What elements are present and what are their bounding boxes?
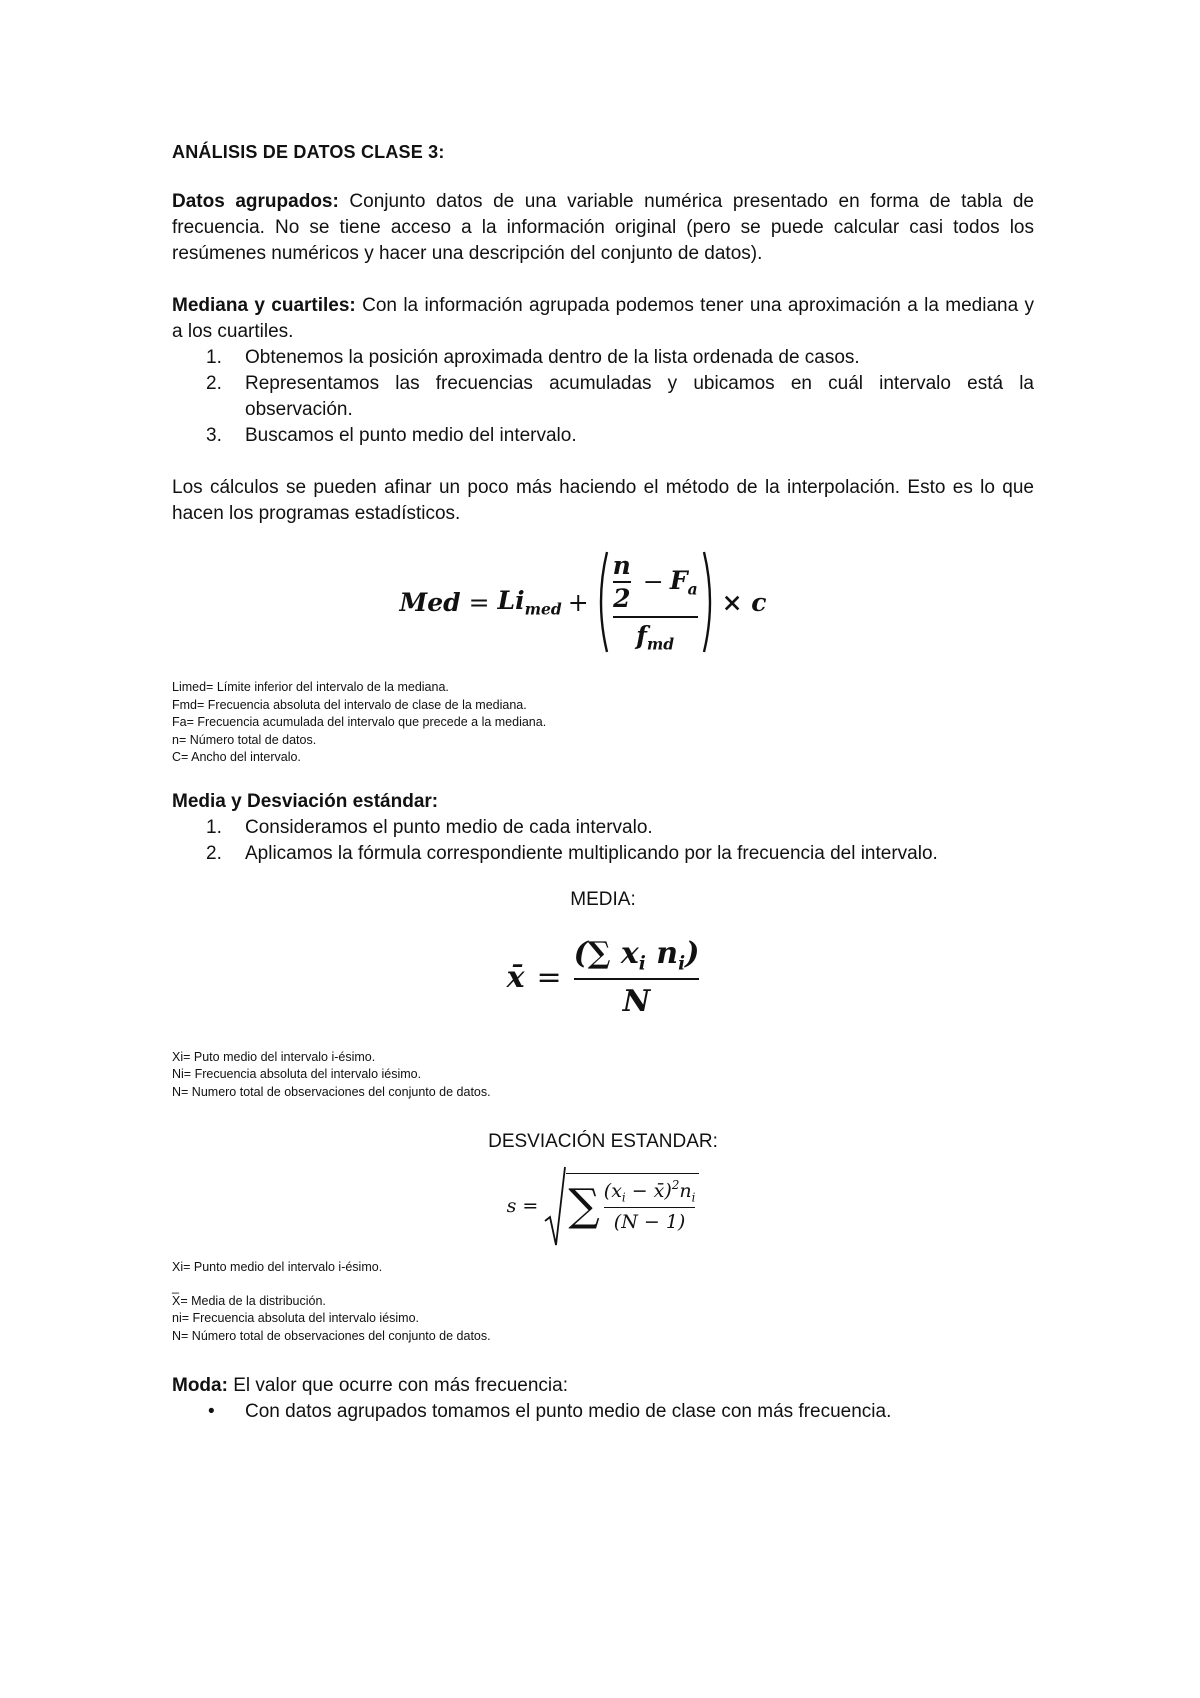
legend-line: Fa= Frecuencia acumulada del intervalo que precede a la mediana.	[172, 715, 547, 729]
mean-fraction: $\frac{(\sum x_i n_i)}{N}$	[573, 935, 700, 1020]
document-title: ANÁLISIS DE DATOS CLASE 3:	[172, 142, 445, 162]
desviacion-label: DESVIACIÓN ESTANDAR:	[488, 1131, 718, 1152]
term-datos-agrupados: Datos agrupados:	[172, 191, 339, 212]
median-formula: Med = $Li_{med}$ + $\frac{n}{2}$ − $F_a$ $f_{md}$ × c	[399, 550, 767, 654]
legend-line: Xi= Punto medio del intervalo i-ésimo.	[172, 1260, 383, 1274]
document-content	[172, 142, 1034, 1425]
list-item: 3. Buscamos el punto medio del intervalo.	[206, 425, 577, 446]
legend-line: n= Número total de datos.	[172, 732, 317, 747]
paragraph-moda	[172, 1373, 1034, 1399]
legend-line: Limed= Límite inferior del intervalo de la mediana.	[172, 680, 449, 694]
list-item: 2. Aplicamos la fórmula correspondiente multiplicando por la frecuencia del intervalo.	[206, 842, 938, 864]
term-moda: Moda:	[172, 1375, 228, 1396]
left-paren-icon	[595, 550, 609, 654]
paragraph-mediana	[172, 293, 1034, 345]
legend-overline: _	[172, 1279, 179, 1294]
list-item: 1. Obtenemos la posición aproximada dentro de la lista ordenada de casos.	[206, 347, 860, 368]
media-steps-list	[172, 815, 1034, 867]
heading-media-desviacion: Media y Desviación estándar:	[172, 790, 439, 812]
median-legend	[172, 679, 1034, 767]
legend-line: ni= Frecuencia absoluta del intervalo iésimo.	[172, 1311, 420, 1325]
right-paren-icon	[702, 550, 716, 654]
text-mediana: Con la información agrupada podemos tener una aproximación a la mediana y a los cuartiles.	[172, 295, 1034, 342]
legend-line: C= Ancho del intervalo.	[172, 750, 301, 764]
legend-line: Ni= Frecuencia absoluta del intervalo iésimo.	[172, 1067, 422, 1081]
mean-formula: x̄ = $\frac{(\sum x_i n_i)}{N}$	[506, 935, 700, 1020]
legend-line: Xi= Puto medio del intervalo i-ésimo.	[172, 1049, 376, 1064]
list-item: 2. Representamos las frecuencias acumuladas y ubicamos en cuál intervalo está la observación.	[206, 373, 1034, 420]
sqrt-icon	[544, 1165, 566, 1247]
legend-line: N= Número total de observaciones del conjunto de datos.	[172, 1328, 491, 1343]
paragraph-datos-agrupados	[172, 189, 1034, 267]
list-item: 1. Consideramos el punto medio de cada intervalo.	[206, 816, 653, 838]
term-mediana: Mediana y cuartiles:	[172, 295, 356, 316]
stddev-legend	[172, 1259, 1034, 1345]
legend-line: X= Media de la distribución.	[172, 1293, 326, 1308]
median-fraction: $\frac{n}{2}$ − $F_a$ $f_{md}$	[612, 550, 698, 654]
mean-legend	[172, 1049, 1034, 1102]
stddev-formula: s = ∑ $\frac{(x_i - x̄)^2n_i}{(N - 1)}$	[172, 1161, 1034, 1251]
text-datos-agrupados: Conjunto datos de una variable numérica presentado en forma de tabla de frecuencia. No se tiene acceso a la información original (pero se puede calcular casi todos los resúmenes numéricos y hacer una descripción del conjunto de datos).	[172, 191, 1035, 264]
mediana-steps-list	[172, 345, 1034, 449]
legend-line: N= Numero total de observaciones del conjunto de datos.	[172, 1084, 491, 1099]
legend-line: Fmd= Frecuencia absoluta del intervalo de clase de la mediana.	[172, 697, 527, 712]
moda-bullet-list	[172, 1399, 1034, 1425]
text-moda: El valor que ocurre con más frecuencia:	[227, 1375, 568, 1396]
stddev-fraction: $\frac{(x_i - x̄)^2n_i}{(N - 1)}$	[603, 1177, 696, 1234]
paragraph-interpolacion: Los cálculos se pueden afinar un poco más haciendo el método de la interpolación. Esto es lo que hacen los programas estadísticos.	[172, 477, 1034, 524]
list-item: • Con datos agrupados tomamos el punto medio de clase con más frecuencia.	[208, 1401, 892, 1422]
media-label: MEDIA:	[570, 888, 636, 910]
